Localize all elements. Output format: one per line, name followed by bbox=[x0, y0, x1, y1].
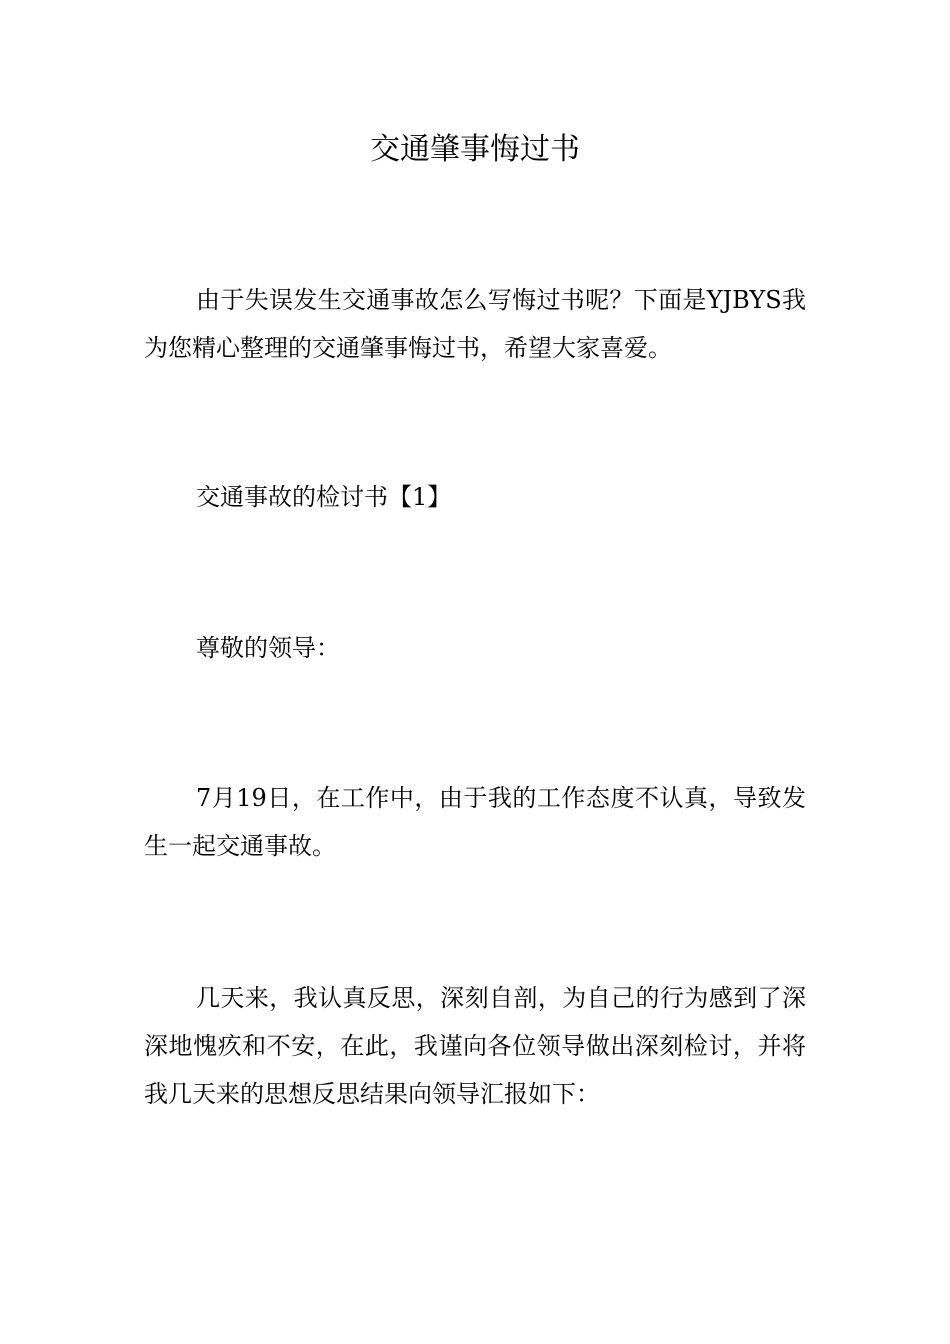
salutation: 尊敬的领导： bbox=[196, 634, 340, 662]
document-title: 交通肇事悔过书 bbox=[370, 132, 580, 167]
intro-paragraph: 由于失误发生交通事故怎么写悔过书呢？下面是YJBYS我为您精心整理的交通肇事悔过书，希望大家喜爱。 bbox=[144, 286, 806, 362]
section-heading: 交通事故的检讨书【1】 bbox=[196, 483, 452, 511]
body-paragraph: 几天来，我认真反思，深刻自剖，为自己的行为感到了深深地愧疚和不安，在此，我谨向各位领导做出深刻检讨，并将我几天来的思想反思结果向领导汇报如下： bbox=[144, 984, 806, 1108]
body-paragraph: 7月19日，在工作中，由于我的工作态度不认真，导致发生一起交通事故。 bbox=[144, 784, 806, 860]
